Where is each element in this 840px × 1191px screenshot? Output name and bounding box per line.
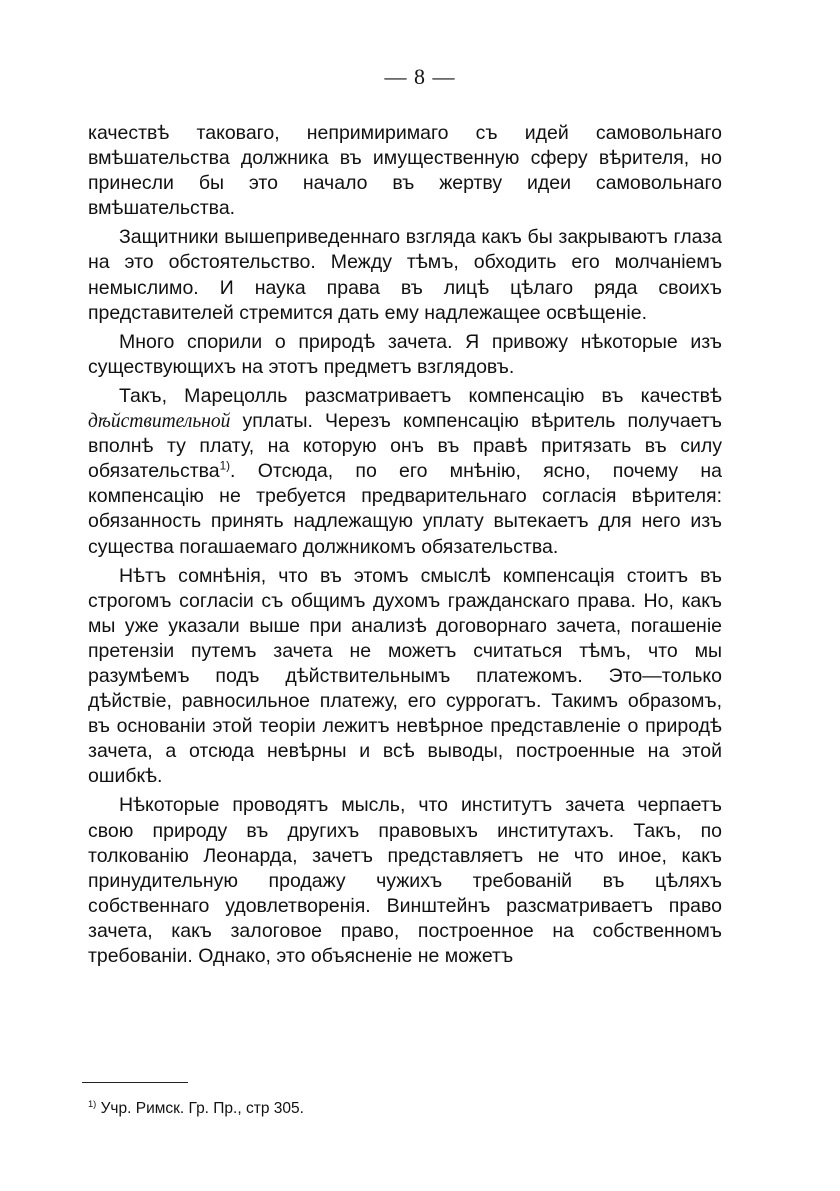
paragraph: Нѣтъ сомнѣнія, что въ этомъ смыслѣ компенсація стоитъ въ строгомъ согласіи съ общимъ духомъ гражданскаго права. Но, какъ мы уже указали выше при анализѣ договорнаго зачета, погашеніе претензіи путемъ зачета не можетъ считаться тѣмъ, что мы разумѣемъ подъ дѣйствительнымъ платежомъ. Это—только дѣйствіе, равносильное платежу, его суррогатъ. Такимъ образомъ, въ основаніи этой теоріи лежитъ невѣрное представленіе о природѣ зачета, а отсюда невѣрны и всѣ выводы, построенные на этой ошибкѣ.	[88, 564, 722, 788]
footnote-reference[interactable]: 1)	[219, 459, 231, 473]
paragraph-continuation: качествѣ таковаго, непримиримаго съ идей самовольнаго вмѣшательства должника въ имущественную сферу вѣрителя, но принесли бы это начало въ жертву идеи самовольнаго вмѣшательства.	[88, 122, 722, 220]
paragraph-text: . Отсюда, по его мнѣнію, ясно, почему на компенсацію не требуется предварительнаго согласія вѣрителя: обязанность принять надлежащую уплату вытекаетъ для него изъ существа погашаемаго должникомъ обязательства.	[88, 460, 722, 558]
paragraph-text: уплаты. Черезъ компенсацію вѣритель получаетъ вполнѣ ту плату, на которую онъ въ правѣ притязать въ силу обязательства	[88, 410, 722, 483]
footnote-marker: 1)	[88, 1098, 97, 1109]
footnote-divider	[82, 1082, 188, 1083]
footnote	[88, 1099, 304, 1119]
paragraph: Нѣкоторые проводятъ мысль, что институтъ зачета черпаетъ свою природу въ другихъ правовыхъ институтахъ. Такъ, по толкованію Леонарда, зачетъ представляетъ не что иное, какъ принудительную продажу чужихъ требованій въ цѣляхъ собственнаго удовлетворенія. Винштейнъ разсматриваетъ право зачета, какъ залоговое право, построенное на собственномъ требованіи. Однако, это объясненіе не можетъ	[88, 794, 722, 967]
paragraph: Защитники вышеприведеннаго взгляда какъ бы закрываютъ глаза на это обстоятельство. Между тѣмъ, обходить его молчаніемъ немыслимо. И наука права въ лицѣ цѣлаго ряда своихъ представителей стремится дать ему надлежащее освѣщеніе.	[88, 226, 722, 324]
paragraph-text: Такъ, Марецолль разсматриваетъ компенсацію въ качествѣ	[119, 384, 722, 407]
body-text	[88, 121, 722, 973]
italic-emphasis: дѣйствительной	[88, 411, 231, 433]
paragraph-with-footnote	[88, 384, 722, 560]
paragraph: Много спорили о природѣ зачета. Я привожу нѣкоторые изъ существующихъ на этотъ предметъ взглядовъ.	[88, 330, 722, 378]
footnote-text: Учр. Римск. Гр. Пр., стр 305.	[96, 1100, 304, 1117]
page-number: — 8 —	[384, 64, 456, 89]
